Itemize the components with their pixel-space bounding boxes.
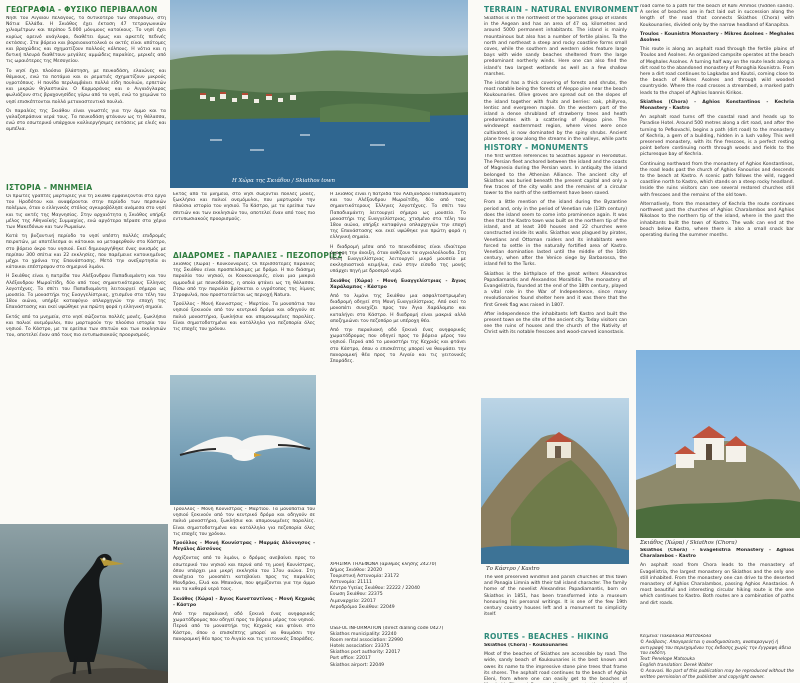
paragraph: Η διαδρομή μέσα από το πευκοδάσος είναι ιδιαίτερα όμορφη την άνοιξη, όταν ανθίζουν τα αγριολούλουδα. Στη Μονή Ευαγγελίστριας λειτουργεί μικρό μουσείο με εκκλησιαστικά κειμήλια, ενώ στην είσοδο της μονής υπάρχει πηγή με δροσερό νερό. [330,244,466,275]
info-line: Skiathos airport: 22049 [330,662,385,668]
useful-info-en [330,626,466,682]
info-line: Αεροδρόμιο Σκιάθου: 22049 [330,604,395,610]
paragraph: Νησί του Αιγαίου πελάγους, το δυτικότερο των σποράδων, στη Νότια Ελλάδα. Η Σκιάθος έχει έκταση 47 τετραγωνικών χιλιομέτρων και περίπου 5.000 μόνιμους κατοίκους. Το νησί έχει κυρίως ορεινό ανάγλυφο, διαθέτει όμως και αρκετές πεδινές εκτάσεις. Στα βόρεια και βορειοανατολικά οι ακτές είναι απότομες και βραχώδεις και σχηματίζουν πολλούς κόλπους. Η νότια και η δυτική πλευρά διαθέτουν μεγάλες αμμώδεις παραλίες, μερικές από τις ωραιότερες της Μεσογείου. [6,16,166,65]
section-heading-routes-gr: ΔΙΑΔΡΟΜΕΣ - ΠΑΡΑΛΙΕΣ - ΠΕΖΟΠΟΡΙΕΣ [173,251,343,260]
seagull-illustration [170,375,316,505]
info-line: Αστυνομία: 21111 [330,580,372,586]
credit-line: English translation: Derek Walter [640,662,713,668]
paragraph: Από το λιμάνι της Σκιάθου μια ασφαλτοστρωμένη διαδρομή οδηγεί στη Μονή Ευαγγελίστριας. Από εκεί το μονοπάτι συνεχίζει προς τον Άγιο Χαράλαμπο και καταλήγει στο Κάστρο. Η διαδρομή είναι μακριά αλλά αποζημιώνει τον πεζοπόρο με υπέροχη θέα. [330,294,466,324]
section-heading-routes-en: ROUTES - BEACHES - HIKING [484,632,609,641]
paragraph: Εκτός από τα μνημεία, στο νησί σώζονται πολλές μονές, ξωκλήσια και παλιοί ανεμόμυλοι, που μαρτυρούν την πλούσια ιστορία του νησιού. Το Κάστρο, με τα ερείπια των σπιτιών και των εκκλησιών του, αποτελεί έναν από τους πιο εντυπωσιακούς προορισμούς. [173,192,315,222]
skiathos-town-photo [170,0,468,188]
info-line: Δήμος Σκιάθου: 22020 [330,568,383,574]
kastro-photo [481,398,629,564]
paragraph: Skiathos is in the northwest of the Sporades group of islands in the Aegean and has an area of 47 sq. kilometres and around 5000 permanent inhabitants. The island is mainly mountainous but also has a number of fertile plains. To the north and northeast a steep and rocky coastline forms small coves, while the southern and western sides feature large bays with wide sandy beaches sheltered from the large predominant northerly winds. Here one can also find the island's two largest wetlands as well as a few shallow marshes. [484,16,627,77]
section-heading-history-gr: ΙΣΤΟΡΙΑ - ΜΝΗΜΕΙΑ [6,183,93,192]
paragraph: Οι πρώτες γραπτές μαρτυρίες για τη Σκιάθο εμφανίζονται στα έργα του Ηροδότου και αναφέρονται στην περίοδο των περσικών πολέμων, όταν ο ελληνικός στόλος αγκυροβόλησε ανάμεσα στο νησί και τις ακτές της Μαγνησίας. Στην αρχαιότητα η Σκιάθος υπήρξε μέλος της Αθηναϊκής Συμμαχίας, ενώ αργότερα πέρασε στα χέρια των Μακεδόνων και των Ρωμαίων. [6,194,166,231]
info-line: Room rental association: 22990 [330,638,403,644]
history-en-text [484,154,627,398]
paragraph: Τρούλλος - Μονή Κουνιστρας - Μαρτίου. Τα μονοπάτια του νησιού ξεκινούν από τον κεντρικό δρόμο και οδηγούν σε παλιά μοναστήρια, ξωκλήσια και απομονωμένες παραλίες. Είναι σηματοδοτημένα και κατάλληλα για πεζοπορία όλες τις εποχές του χρόνου. [173,302,315,333]
route-subheading: Troulos - Kounistra Monastery - Mikres Asolnes - Meghales Asolnes [640,31,794,44]
paragraph: This route is along an asphalt road through the fertile plains of Troulos and Asolnes. An organized campsite operates at the beach of Meghales Asolnes. A turning half way on the route leads along a dirt road to the abandoned monastery of Panaghia Kounistra. From here a dirt road continues to Lagkadas and Koutsi, coming close to the beach of Mikres Asolnes and through wild wooded countryside. Where the road crosses a streambed, a marked path leads to the chapel of Aghios Ioannis Kirikos. [640,47,794,96]
useful-info-gr [330,562,466,622]
cormorant-illustration [0,524,168,683]
photo-caption-kastro: Το Κάστρο / Kastro [486,566,540,572]
info-line: USEFUL INFORMATION (direct dialling code 0427) [330,626,444,631]
info-line: Ενωση Σκιάθου: 22375 [330,592,383,598]
credits [640,634,794,682]
paragraph: Κατά τη βυζαντινή περίοδο το νησί υπέστη πολλές επιδρομές πειρατών, με αποτέλεσμα οι κάτοικοι να μεταφερθούν στο Κάστρο, στο βόρειο άκρο του νησιού. Εκεί δημιουργήθηκε ένας οικισμός με περίπου 300 σπίτια και 22 εκκλησίες, που παρέμεινε κατοικημένος μέχρι τα χρόνια της Επανάστασης. Μετά την ανεξαρτησία οι κάτοικοι επέστρεψαν στο σημερινό λιμάνι. [6,234,166,271]
credit-line: © Anavasi. No part of this publication may be reproduced without the written permission of the publisher and copyright owner. [640,668,794,680]
credit-line: © Ανάβασις. Απαγορεύεται η αναδημοσίευση, αναπαραγωγή ή αντιγραφή του περιεχομένου της έκδοσης χωρίς την έγγραφη άδεια του εκδότη. [640,639,792,657]
history-gr-text [6,194,166,522]
history-gr-text-cont [173,192,315,252]
photo-caption-town: Η Χώρα της Σκιάθου / Skiathos town [232,178,336,184]
info-line: Skiathos municipality: 22240 [330,632,397,638]
paragraph: Το νησί έχει πλούσια βλάστηση, με πευκοδάση, ελαιώνες και θάμνους, ενώ τα ποτάμια και οι ρεματιές σχηματίζουν μικρούς υγροτόπους. Η πανίδα περιλαμβάνει πολλά είδη πουλιών, ερπετών και μικρών θηλαστικών. Ο Κορμοράνος και ο Αιγαιόγλαρος φωλιάζουν στις βραχονησίδες γύρω από το νησί, ενώ το χειμώνα το νησί επισκέπτονται πολλά μεταναστευτικά πουλιά. [6,68,166,105]
routes-en-text [484,643,627,683]
paragraph: An asphalt road turns off the coastal road and heads up to Paradise Hotel. Around 500 metres along a dirt road, and after the turning to Pefkovachi, begins a path (dirt road) to the monastery of Kechria, a gem of a building, hidden in a lush valley. This well preserved monastery, with its fine frescoes, is a perfect resting point before continuing north through woods and fields to the picturesque bay of Kechria. [640,115,794,158]
section-heading-geography-gr: ΓΕΩΓΡΑΦΙΑ - ΦΥΣΙΚΟ ΠΕΡΙΒΑΛΛΟΝ [6,5,158,14]
routes-gr-intro [173,262,315,382]
paragraph: Εκτός από τα μνημεία, στο νησί σώζονται πολλές μονές, ξωκλήσια και παλιοί ανεμόμυλοι, που μαρτυρούν την πλούσια ιστορία του νησιού. Το Κάστρο, με τα ερείπια των σπιτιών και των εκκλησιών του, αποτελεί έναν από τους πιο εντυπωσιακούς προορισμούς. [6,314,166,339]
paragraph: The island has a thick covering of forests and shrubs, the most notable being the forests of Aleppo pine near the beach Koukounaries. Olive groves are spread out on the slopes of the island together with fruits and berries: oak, phillyrea, lentisc and evergreen maple. On the western part of the island a dense shrubland of strawberry trees and heath predominates with a scattering of Aleppo pine. The windswept easternmost region, where vines were once cultivated, is now dominated by the spiny shrubs. Ancient plane trees grow along the streams in the valleys, while parts [484,81,627,142]
credit-line: Text: Penelope Matsouka [640,657,695,663]
route-subheading: Skiathos (Chora) - Koukounaries [484,643,568,648]
routes-gr-col3 [330,192,466,552]
routes-gr-col2 [173,507,315,683]
info-line: Λιμεναρχείο: 22017 [330,598,376,604]
info-line: ΧΡΗΣΙΜΑ ΤΗΛΕΦΩΝΑ (αριθμός κλήσης 24270) [330,562,437,567]
route-subheading: Σκιάθος (Χώρα) - Μονή Ευαγγελίστριας - Άγιος Χαράλαμπος - Κάστρο [330,278,466,290]
paragraph: An asphalt road from Chora leads to the monastery of Evagelistria, the largest monastery on Skiathos and the only one still inhabited. From the monastery one can drive to the deserted monastery of Aghios Charalambos, passing Aghios Anastasios. A most beautiful and interesting circular hiking route is the one which continues to Kastro. Both routes are a combination of paths and dirt roads. [640,563,794,606]
cormorant-photo [0,524,168,683]
route-subheading: Skiathos (Chora) - Evagelistria Monastery - Aghios Charalambos - Kastro [640,548,794,560]
section-heading-terrain-en: TERRAIN - NATURAL ENVIRONMENT [484,5,639,14]
info-line: Τουριστική Αστυνομία: 23172 [330,574,400,580]
info-line: Κέντρο Υγείας Σκιάθου: 22222 / 22040 [330,586,420,592]
routes-en-evangelistria [640,548,794,633]
paragraph: From a little mention of the island during the Byzantine period and, only in the period of Venetian rule (13th century) does the island seem to come into prominence again. It was then that the Kastro town was built on the northern tip of the island, and at least 300 houses and 22 churches were constructed inside its walls. Skiathos was plagued by pirates, Venetians and Ottoman raiders and its inhabitants were forced to settle in the naturally fortified area of Kastro. Venetian domination lasted until the middle of the 16th century, when after the Venice siege by Barbarossa, the island fell to the Turks. [484,200,627,268]
geography-gr-text [6,16,166,186]
seagull-photo [170,375,316,505]
route-subheading: Σκιάθος (Χώρα) - Άγιος Κωνσταντίνος - Μονή Κεχριάς - Κάστρο [173,596,315,608]
credit-line: Κείμενα: Πακαλάκια Ματσοκόλα [640,634,712,639]
photo-caption-chora: Σκιάθος (Χώρα) / Skiathos (Chora) [640,540,737,546]
section-heading-history-en: HISTORY - MONUMENTS [484,143,589,152]
paragraph: Skiathos is the birthplace of the great writers Alexandros Papadiamantis and Alexandros Moraitidis. The monastery of Evangelistria, founded at the end of the 18th century, played a vital role in the War of Independence, since many revolutionaries found shelter here and it was there that the first Greek flag was raised in 1807. [484,271,627,308]
paragraph: Τρούλλος - Μονή Κουνιστρας - Μαρτίου. Τα μονοπάτια του νησιού ξεκινούν από τον κεντρικό δρόμο και οδηγούν σε παλιά μοναστήρια, ξωκλήσια και απομονωμένες παραλίες. Είναι σηματοδοτημένα και κατάλληλα για πεζοπορία όλες τις εποχές του χρόνου. [173,507,315,537]
info-line: Skiathos port authority: 22017 [330,650,401,656]
info-line: Port office: 22017 [330,656,371,662]
paragraph: Οι παραλίες της Σκιάθου είναι γνωστές για την άμμο και τα γαλαζοπράσινα νερά τους. Τα πευκοδάση φτάνουν ως τη θάλασσα, ενώ στο εσωτερικό υπάρχουν καλλιεργήσιμες εκτάσεις με ελιές και αμπέλια. [6,108,166,133]
paragraph: Η Σκιάθος είναι η πατρίδα του Αλέξανδρου Παπαδιαμάντη και του Αλέξανδρου Μωραϊτίδη, δύο από τους σημαντικότερους Έλληνες λογοτέχνες. Το σπίτι του Παπαδιαμάντη λειτουργεί σήμερα ως μουσείο. Το μοναστήρι της Ευαγγελίστριας, χτισμένο στα τέλη του 18ου αιώνα, υπήρξε καταφύγιο οπλαρχηγών την εποχή της Επανάστασης και εκεί υψώθηκε για πρώτη φορά η ελληνική σημαία. [330,192,466,241]
paragraph: Continuing northward from the monastery of Aghios Konstantinos, the road leads past the church of Aghios Fanourios and descends to the beach at Kastro. A scenic path follows the wild, rugged coastline north to Kastro, which stands on a steep rocky headland. Inside the ruins visitors can see several restored churches still with frescoes and the remains of the old town. [640,161,794,198]
paragraph: The well preserved windmill and parish churches of this town and Panagia Limnia with their tall island character. The family home of the novelist Alexandros Papadiamantis, born on Skiathos in 1851, has been transformed into a museum honouring his personal writings. It is one of the few 19th century country houses left and a monument to simplicity itself. [484,575,627,618]
info-line: Hotels association: 23375 [330,644,390,650]
terrain-en-text [484,16,627,142]
route-subheading: Skiathos (Chora) - Aghios Konstantinos - Kechria Monastery - Kastro [640,99,794,112]
history-en-cont [484,575,627,633]
routes-en-col5 [640,4,794,352]
kastro-illustration [481,398,629,564]
paragraph: After independence the inhabitants left Kastro and built the present town on the site of the ancient city. Today visitors can see the ruins of houses and the church of the Nativity of Christ with its notable frescoes and wood-carved iconostasis. [484,311,627,336]
paragraph: Most of the beaches of Skiathos are accessible by road. The wide, sandy beach of Koukounaries is the best known and owes its name to the impressive stone pine trees that frame its shores. The asphalt road continues to the beach of Aghia Eleni, from where one can easily get to the beaches of [484,652,627,683]
paragraph: Η Σκιάθος είναι η πατρίδα του Αλέξανδρου Παπαδιαμάντη και του Αλέξανδρου Μωραϊτίδη, δύο από τους σημαντικότερους Έλληνες λογοτέχνες. Το σπίτι του Παπαδιαμάντη λειτουργεί σήμερα ως μουσείο. Το μοναστήρι της Ευαγγελίστριας, χτισμένο στα τέλη του 18ου αιώνα, υπήρξε καταφύγιο οπλαρχηγών την εποχή της Επανάστασης και εκεί υψώθηκε για πρώτη φορά η ελληνική σημαία. [6,274,166,311]
route-subheading: Τρούλλος - Μονή Κουνίστρας - Μαρμάς Αλόννησος - Μεγάλος Αϊσσόνος [173,541,315,553]
chora-illustration [636,350,800,538]
paragraph: The first written references to Skiathos appear in Herodotus. The Persian fleet anchored between the island and the coasts of Magnesia during the Persian wars. In antiquity the island belonged to the Athenian Alliance. The ancient city of Skiathos was buried beneath the present capital and only a few traces of the city walls and the remains of a circular tower to the north of the settlement have been saved. [484,154,627,197]
paragraph: Από την παραλιακή οδό ξεκινά ένας ανηφορικός χωματόδρομος που οδηγεί προς το βόρειο μέρος του νησιού. Περνά από το μοναστήρι της Κεχριάς και φτάνει στο Κάστρο, όπου ο επισκέπτης μπορεί να θαυμάσει την πανοραμική θέα προς το Αιγαίο και τις γειτονικές Σποράδες. [173,612,315,642]
harbour-illustration [170,0,468,188]
paragraph: Αρχίζοντας από το λιμάνι, ο δρόμος ανεβαίνει προς το εσωτερικό του νησιού και περνά από τη μονή Κουνίστρας, όπου υπάρχει μια μικρή εκκλησία του 17ου αιώνα. Στη συνέχεια το μονοπάτι κατεβαίνει προς τις παραλίες Μανδράκι, Ελιά και Μπανάνα, που φημίζονται για την άμμο και τα καθαρά νερά τους. [173,556,315,593]
chora-photo [636,350,800,538]
paragraph: road come to a path for the beach of Kohi Ammos (hidden sands). A series of beaches are in fact laid out in succession along the length of the road that connects Skiathos (Chora) with Koukounaries, divided only by the narrow headland of Kanapitsa. [640,4,794,28]
paragraph: Σκιάθος (Χώρα) - Κουκουναριές. Οι περισσότερες παραλίες της Σκιάθου είναι προσπελάσιμες με δρόμο. Η πιο διάσημη παραλία του νησιού, οι Κουκουναριές, είναι μια μακριά αμμουδιά με πευκοδάσος, η οποία φτάνει ως τη θάλασσα. Πίσω από την παραλία βρίσκεται ο υγρότοπος της λίμνης Στροφυλιά, που προστατεύεται ως περιοχή Natura. [173,262,315,299]
paragraph: Alternatively, from the monastery of Kechria the route continues northwest past the churches of Aghios Charalambos and Aghios Nikolaos to the northern tip of the island, where in the past the inhabitants built the town of Kastro. The walk can end at the beach below Kastro, where there is also a small snack bar operating during the summer months. [640,201,794,238]
paragraph: Από την παραλιακή οδό ξεκινά ένας ανηφορικός χωματόδρομος που οδηγεί προς το βόρειο μέρος του νησιού. Περνά από το μοναστήρι της Κεχριάς και φτάνει στο Κάστρο, όπου ο επισκέπτης μπορεί να θαυμάσει την πανοραμική θέα προς το Αιγαίο και τις γειτονικές Σποράδες. [330,328,466,365]
